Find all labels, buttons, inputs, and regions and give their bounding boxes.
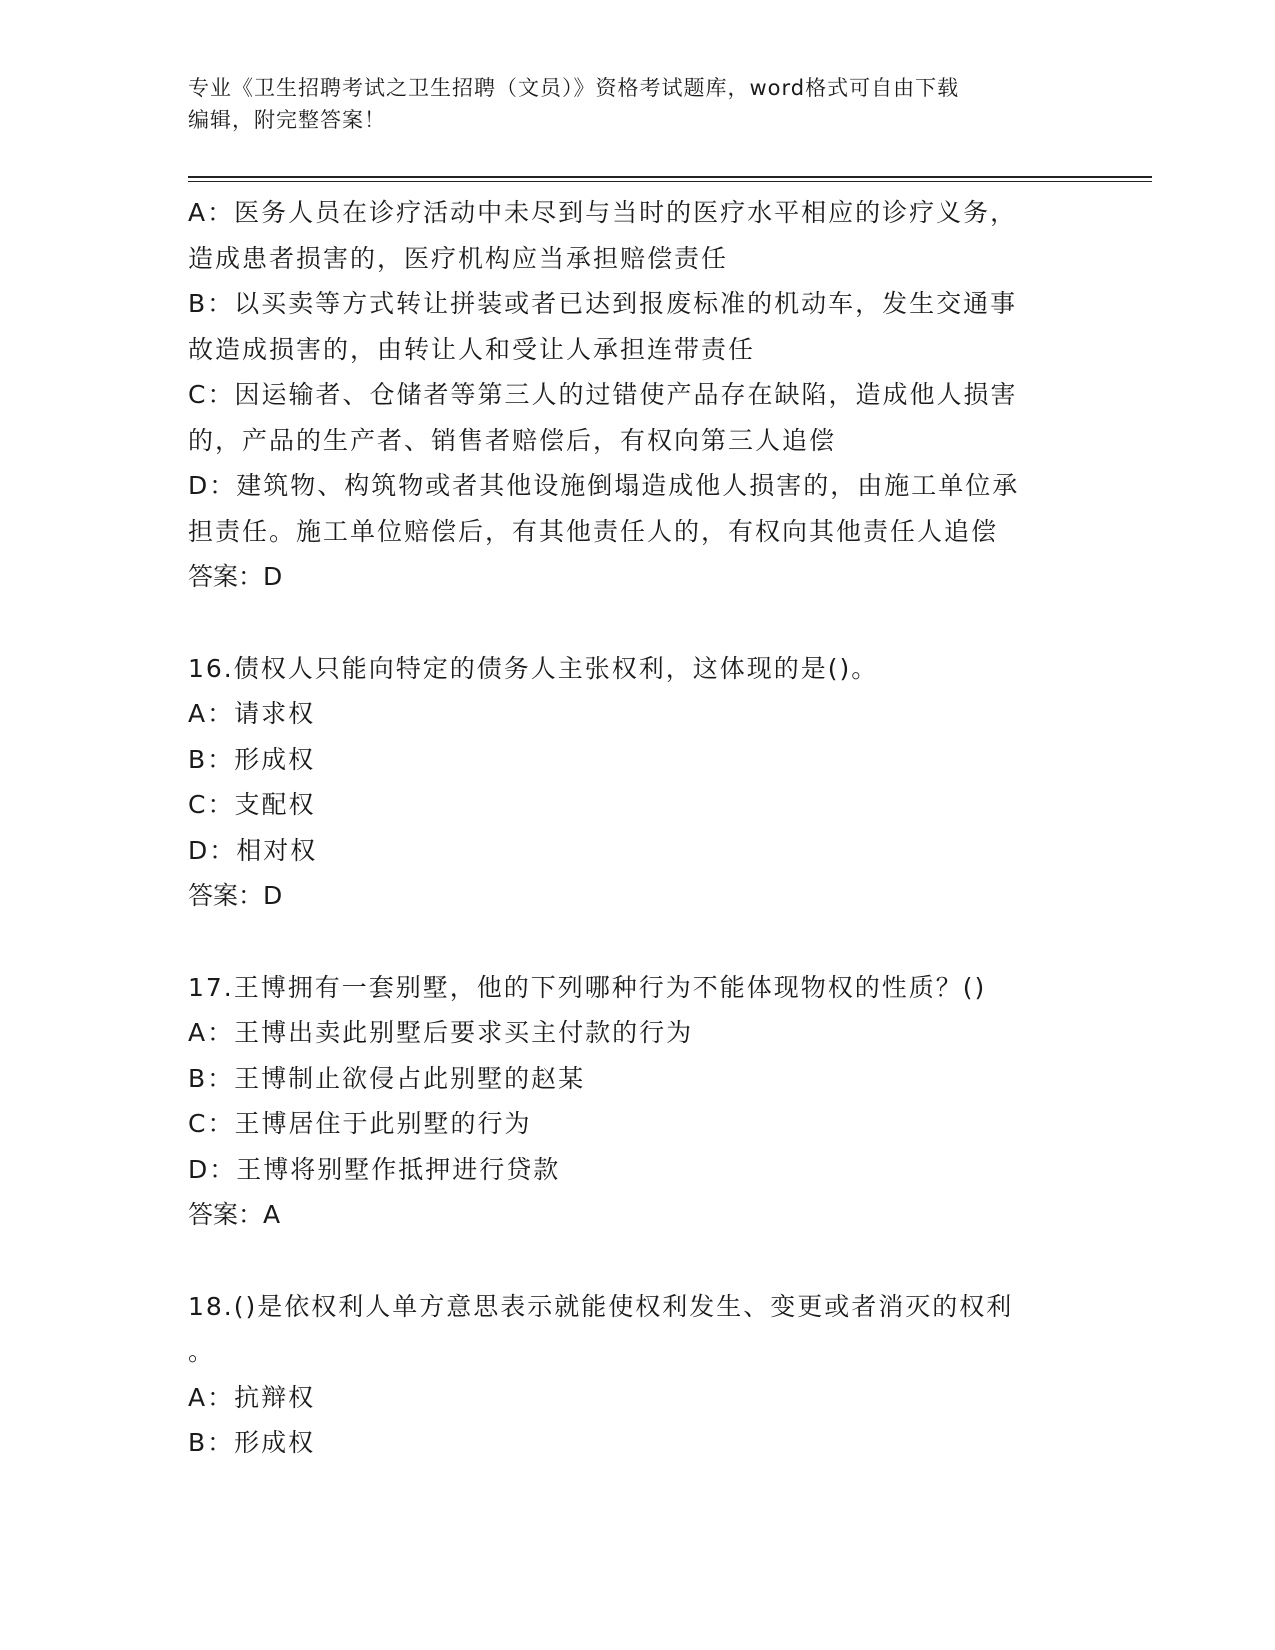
question-18	[188, 1284, 1088, 1466]
option-line: 的，产品的生产者、销售者赔偿后，有权向第三人追偿	[188, 425, 837, 455]
answer-line: 答案：A	[188, 1200, 281, 1229]
option-a: A：抗辩权	[188, 1382, 316, 1412]
question-stem: 17.王博拥有一套别墅，他的下列哪种行为不能体现物权的性质？()	[188, 972, 987, 1002]
question-stem: 18.()是依权利人单方意思表示就能使权利发生、变更或者消灭的权利	[188, 1291, 1014, 1321]
spacer	[188, 919, 1088, 965]
option-line: 担责任。施工单位赔偿后，有其他责任人的，有权向其他责任人追偿	[188, 516, 999, 546]
question-stem: 16.债权人只能向特定的债务人主张权利，这体现的是()。	[188, 653, 879, 683]
option-line: A：医务人员在诊疗活动中未尽到与当时的医疗水平相应的诊疗义务，	[188, 198, 1018, 227]
option-line: D：建筑物、构筑物或者其他设施倒塌造成他人损害的，由施工单位承	[188, 471, 1020, 500]
option-line: B：以买卖等方式转让拼装或者已达到报废标准的机动车，发生交通事	[188, 289, 1018, 318]
option-b: B：形成权	[188, 744, 316, 774]
option-line: 造成患者损害的，医疗机构应当承担赔偿责任	[188, 243, 729, 273]
option-b: B：王博制止欲侵占此别墅的赵某	[188, 1063, 586, 1093]
document-header	[188, 72, 1068, 136]
spacer	[188, 600, 1088, 646]
option-d: D：王博将别墅作抵押进行贷款	[188, 1154, 561, 1184]
option-c: C：王博居住于此别墅的行为	[188, 1109, 532, 1138]
option-a: A：王博出卖此别墅后要求买主付款的行为	[188, 1018, 694, 1047]
question-17	[188, 965, 1088, 1238]
answer-line: 答案：D	[188, 562, 283, 591]
header-line-2: 编辑，附完整答案！	[188, 108, 386, 132]
header-line-1: 专业《卫生招聘考试之卫生招聘（文员）》资格考试题库，word格式可自由下载	[188, 76, 960, 100]
option-d: D：相对权	[188, 835, 318, 865]
option-b: B：形成权	[188, 1428, 316, 1457]
spacer	[188, 1238, 1088, 1284]
option-line: 故造成损害的，由转让人和受让人承担连带责任	[188, 334, 756, 364]
answer-line: 答案：D	[188, 881, 283, 910]
option-c: C：支配权	[188, 790, 316, 819]
question-content	[188, 190, 1088, 1466]
question-stem-continued: 。	[188, 1337, 216, 1366]
option-a: A：请求权	[188, 699, 316, 728]
prev-question-options	[188, 190, 1088, 600]
header-divider	[188, 176, 1152, 182]
question-16	[188, 646, 1088, 919]
option-line: C：因运输者、仓储者等第三人的过错使产品存在缺陷，造成他人损害	[188, 380, 1018, 409]
